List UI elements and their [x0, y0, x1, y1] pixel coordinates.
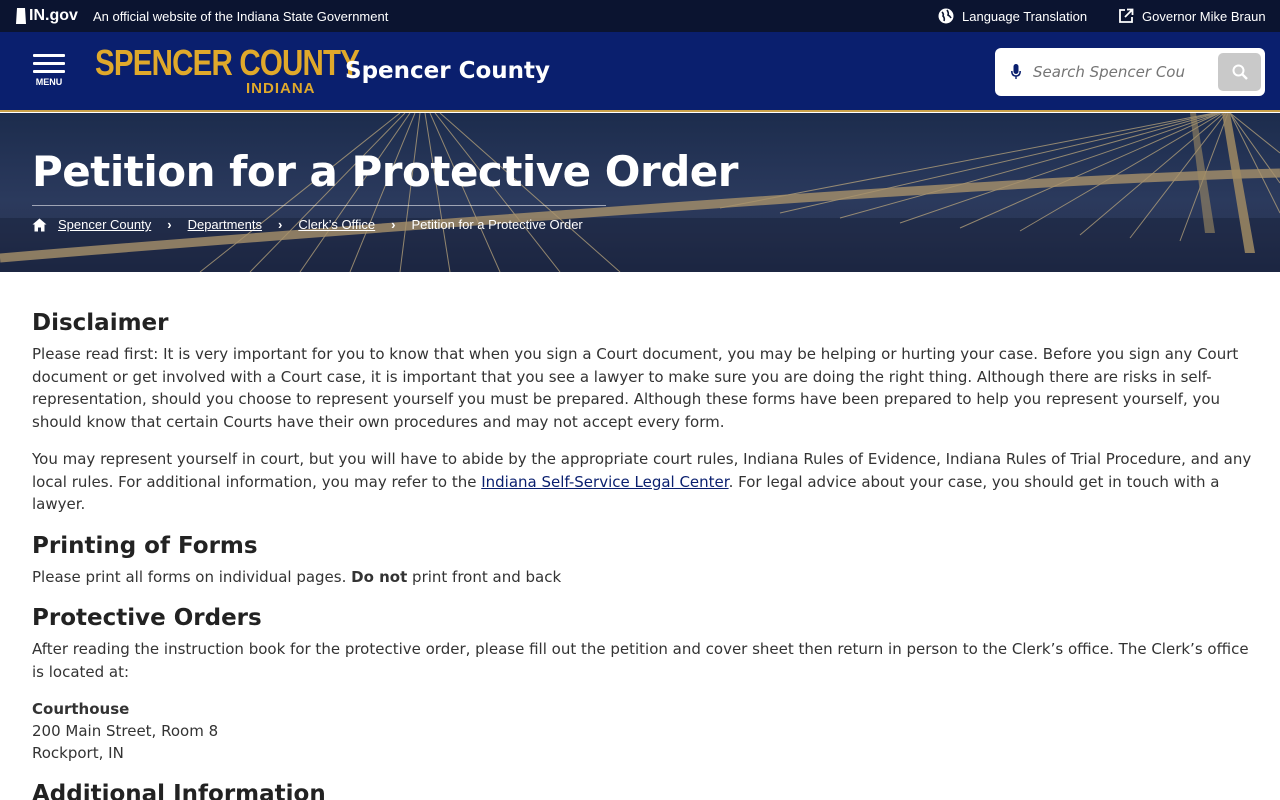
chevron-right-icon: ›: [391, 217, 396, 232]
printing-heading: Printing of Forms: [32, 532, 258, 559]
address-line-2: Rockport, IN: [32, 744, 124, 762]
ingov-link[interactable]: [16, 7, 78, 25]
breadcrumb-link-departments[interactable]: Departments: [187, 217, 262, 232]
disclaimer-heading: Disclaimer: [32, 310, 169, 336]
courthouse-address: [32, 698, 1252, 764]
disclaimer-paragraph-1: Please read first: It is very important for you to know that when you sign a Court document, you may be helping or hurting your case. Before you sign any Court document or get involved with a Court case, it is important that you see a lawyer to make sure you are doing the right thing. Although there are risks in self-representation, should you choose to represent yourself you must be prepared. Although these forms have been prepared to help you represent yourself, you should know that certain Courts have their own procedures and may not accept every form.: [32, 345, 1239, 431]
protective-orders-heading: Protective Orders: [32, 605, 262, 631]
address-line-1: 200 Main Street, Room 8: [32, 722, 219, 740]
utility-bar: [0, 0, 1280, 32]
indiana-state-icon: [16, 8, 26, 24]
globe-icon: [938, 8, 954, 24]
language-translation-button[interactable]: [938, 8, 1087, 24]
printing-emphasis: Do not: [351, 567, 408, 586]
breadcrumb-link-spencer-county[interactable]: Spencer County: [58, 217, 152, 232]
printing-text: Please print all forms on individual pages.: [32, 567, 352, 586]
breadcrumb-current: Petition for a Protective Order: [411, 217, 583, 232]
search-icon: [1232, 64, 1248, 80]
search-input[interactable]: [1033, 60, 1185, 84]
search-box: [995, 48, 1265, 96]
search-button[interactable]: [1218, 53, 1261, 91]
logo-state-text: INDIANA: [246, 80, 316, 97]
disclaimer-paragraph-2: [32, 448, 1252, 516]
chevron-right-icon: ›: [278, 217, 283, 232]
menu-icon: [33, 54, 65, 73]
governor-link[interactable]: [1118, 8, 1266, 24]
microphone-icon[interactable]: [1011, 64, 1021, 80]
external-link-icon: [1118, 8, 1134, 24]
breadcrumb-link-clerks-office[interactable]: Clerk’s Office: [298, 217, 376, 232]
site-header: [0, 32, 1280, 112]
home-icon[interactable]: [32, 218, 47, 232]
logo-county-text: SPENCER COUNTY: [95, 42, 360, 83]
menu-button[interactable]: [33, 54, 65, 87]
printing-text-tail: print front and back: [407, 567, 562, 586]
title-divider: [32, 205, 606, 206]
breadcrumb: [32, 217, 583, 232]
menu-label: MENU: [35, 77, 63, 87]
governor-label: Governor Mike Braun: [1142, 8, 1266, 24]
page-hero: [0, 113, 1280, 272]
disclaimer-p2-tail: . For legal advice about your case, you should get in touch with a lawyer.: [32, 472, 1220, 513]
address-name: Courthouse: [32, 700, 130, 718]
additional-information-heading: Additional Information: [32, 781, 326, 800]
self-service-legal-center-link[interactable]: Indiana Self-Service Legal Center: [481, 472, 729, 491]
main-content: [32, 308, 1252, 800]
language-translation-label: Language Translation: [962, 8, 1088, 24]
official-website-text: An official website of the Indiana State Government: [93, 9, 389, 24]
disclaimer-p2-text: You may represent yourself in court, but you will have to abide by the appropriate court rules, Indiana Rules of Evidence, Indiana Rules of Trial Procedure, and any local rules. For additional information, you may refer to the: [32, 450, 1252, 491]
page-title: Petition for a Protective Order: [32, 147, 738, 196]
site-name[interactable]: Spencer County: [345, 58, 551, 84]
chevron-right-icon: ›: [167, 217, 172, 232]
printing-paragraph: [32, 566, 1252, 589]
protective-orders-paragraph: After reading the instruction book for the protective order, please fill out the petition and cover sheet then return in person to the Clerk’s office. The Clerk’s office is located at:: [32, 640, 1249, 681]
ingov-label: IN.gov: [29, 7, 78, 24]
